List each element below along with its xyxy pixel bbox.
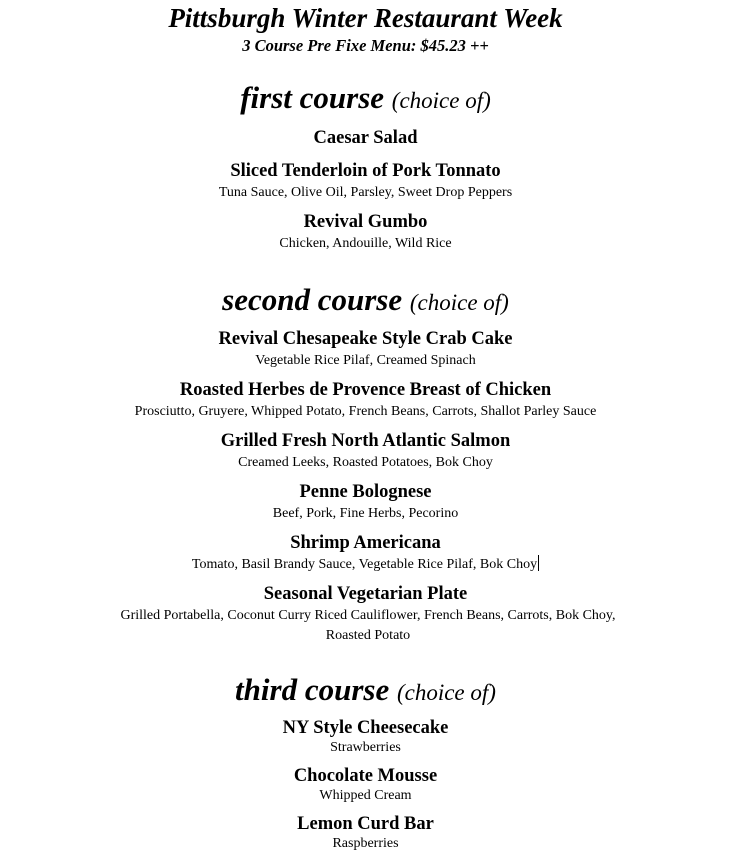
course-heading-label: third course — [235, 672, 390, 707]
dish-description: Vegetable Rice Pilaf, Creamed Spinach — [255, 353, 476, 368]
dish-name: Penne Bolognese — [299, 482, 432, 502]
dish-name: Chocolate Mousse — [293, 766, 438, 786]
menu-price-subtitle: 3 Course Pre Fixe Menu: $45.23 ++ — [242, 36, 489, 55]
dish-name: Sliced Tenderloin of Pork Tonnato — [230, 161, 501, 181]
dish-description: Tuna Sauce, Olive Oil, Parsley, Sweet Drop Peppers — [218, 185, 513, 200]
dish-name: Seasonal Vegetarian Plate — [263, 584, 468, 604]
course-heading-first — [0, 79, 731, 120]
dish-description: Strawberries — [330, 740, 401, 755]
dish-description: Raspberries — [332, 836, 399, 851]
dish-description: Creamed Leeks, Roasted Potatoes, Bok Choy — [238, 455, 493, 470]
course-choice-note: (choice of) — [409, 290, 509, 315]
course-heading-third — [0, 671, 731, 712]
dish-description: Whipped Cream — [319, 788, 412, 803]
dish-name: Grilled Fresh North Atlantic Salmon — [220, 431, 511, 451]
text-cursor — [538, 555, 539, 571]
dish-name: Revival Gumbo — [303, 212, 428, 232]
course-heading-label: first course — [240, 80, 385, 115]
dish-description: Beef, Pork, Fine Herbs, Pecorino — [272, 506, 459, 521]
course-heading-label: second course — [222, 282, 403, 317]
dish-name: NY Style Cheesecake — [282, 718, 449, 738]
dish-description: Grilled Portabella, Coconut Curry Riced Cauliflower, French Beans, Carrots, Bok Choy, Roasted Potato — [120, 608, 616, 643]
dish-name: Revival Chesapeake Style Crab Cake — [218, 329, 513, 349]
course-choice-note: (choice of) — [391, 88, 491, 113]
course-choice-note: (choice of) — [396, 680, 496, 705]
dish-description: Tomato, Basil Brandy Sauce, Vegetable Rice Pilaf, Bok Choy — [191, 557, 538, 572]
dish-description: Prosciutto, Gruyere, Whipped Potato, French Beans, Carrots, Shallot Parley Sauce — [134, 404, 597, 419]
dish-name: Shrimp Americana — [290, 533, 441, 553]
course-heading-second — [0, 281, 731, 322]
dish-name: Roasted Herbes de Provence Breast of Chicken — [179, 380, 552, 400]
dish-name: Caesar Salad — [313, 128, 418, 148]
dish-name: Lemon Curd Bar — [297, 814, 434, 834]
dish-description: Chicken, Andouille, Wild Rice — [279, 236, 452, 251]
dish-description-row — [0, 555, 731, 575]
page-title: Pittsburgh Winter Restaurant Week — [168, 3, 563, 33]
